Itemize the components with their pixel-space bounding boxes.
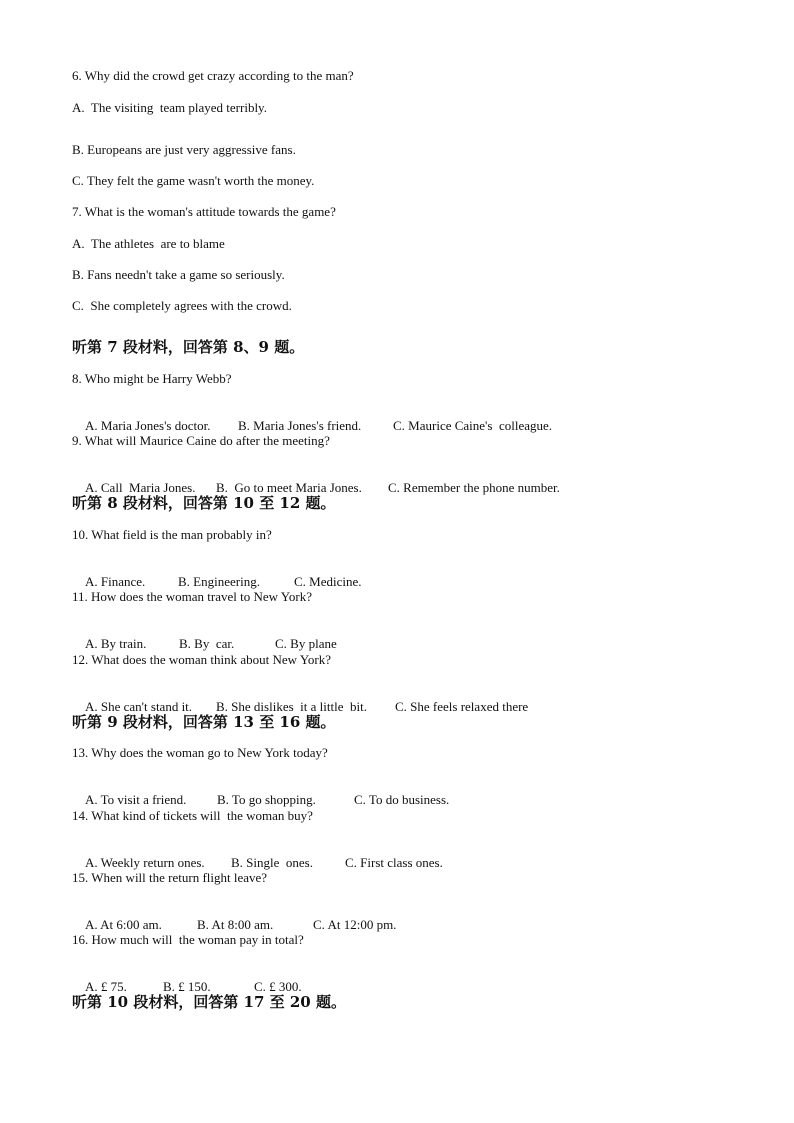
question-9-option-a: A. Call Maria Jones. — [85, 480, 196, 495]
question-14-option-b: B. Single ones. — [231, 855, 313, 870]
question-13-option-c: C. To do business. — [354, 792, 450, 807]
question-16: 16. How much will the woman pay in total? — [72, 932, 304, 947]
question-6-option-c: C. They felt the game wasn't worth the money. — [72, 173, 315, 188]
question-8-option-b: B. Maria Jones's friend. — [238, 418, 362, 433]
question-10-option-c: C. Medicine. — [294, 574, 362, 589]
question-15-option-b: B. At 8:00 am. — [197, 917, 274, 932]
question-6-option-b: B. Europeans are just very aggressive fans. — [72, 142, 296, 157]
question-7-option-a: A. The athletes are to blame — [72, 236, 225, 251]
question-7: 7. What is the woman's attitude towards the game? — [72, 204, 336, 219]
question-8: 8. Who might be Harry Webb? — [72, 371, 232, 386]
question-10-option-b: B. Engineering. — [178, 574, 260, 589]
question-7-option-b: B. Fans needn't take a game so seriously. — [72, 267, 285, 282]
question-13-option-a: A. To visit a friend. — [85, 792, 187, 807]
section-heading-7: 听第 7 段材料，回答第 8、9 题。 — [72, 338, 305, 356]
question-12-option-c: C. She feels relaxed there — [395, 699, 529, 714]
question-14-option-c: C. First class ones. — [345, 855, 443, 870]
question-16-option-a: A. £ 75. — [85, 979, 127, 994]
section-heading-10: 听第 10 段材料，回答第 17 至 20 题。 — [72, 993, 346, 1011]
question-11-option-c: C. By plane — [275, 636, 337, 651]
question-9-option-c: C. Remember the phone number. — [388, 480, 560, 495]
question-8-option-a: A. Maria Jones's doctor. — [85, 418, 211, 433]
question-14: 14. What kind of tickets will the woman buy? — [72, 808, 313, 823]
question-15-option-a: A. At 6:00 am. — [85, 917, 162, 932]
question-11: 11. How does the woman travel to New York? — [72, 589, 312, 604]
question-6: 6. Why did the crowd get crazy according to the man? — [72, 68, 354, 83]
question-7-option-c: C. She completely agrees with the crowd. — [72, 298, 292, 313]
question-11-option-b: B. By car. — [179, 636, 235, 651]
question-9-option-b: B. Go to meet Maria Jones. — [216, 480, 362, 495]
question-12-option-b: B. She dislikes it a little bit. — [216, 699, 367, 714]
question-12: 12. What does the woman think about New York? — [72, 652, 332, 667]
question-11-option-a: A. By train. — [85, 636, 147, 651]
question-15-option-c: C. At 12:00 pm. — [313, 917, 397, 932]
question-15: 15. When will the return flight leave? — [72, 870, 268, 885]
question-10: 10. What field is the man probably in? — [72, 527, 272, 542]
question-10-option-a: A. Finance. — [85, 574, 146, 589]
question-9: 9. What will Maurice Caine do after the meeting? — [72, 433, 330, 448]
question-12-option-a: A. She can't stand it. — [85, 699, 193, 714]
question-14-option-a: A. Weekly return ones. — [85, 855, 205, 870]
question-8-option-c: C. Maurice Caine's colleague. — [393, 418, 553, 433]
question-16-option-b: B. £ 150. — [163, 979, 211, 994]
question-16-option-c: C. £ 300. — [254, 979, 302, 994]
section-heading-8: 听第 8 段材料，回答第 10 至 12 题。 — [72, 494, 336, 512]
question-6-option-a: A. The visiting team played terribly. — [72, 100, 267, 115]
question-13-option-b: B. To go shopping. — [217, 792, 316, 807]
section-heading-9: 听第 9 段材料，回答第 13 至 16 题。 — [72, 713, 336, 731]
question-13: 13. Why does the woman go to New York today? — [72, 745, 328, 760]
